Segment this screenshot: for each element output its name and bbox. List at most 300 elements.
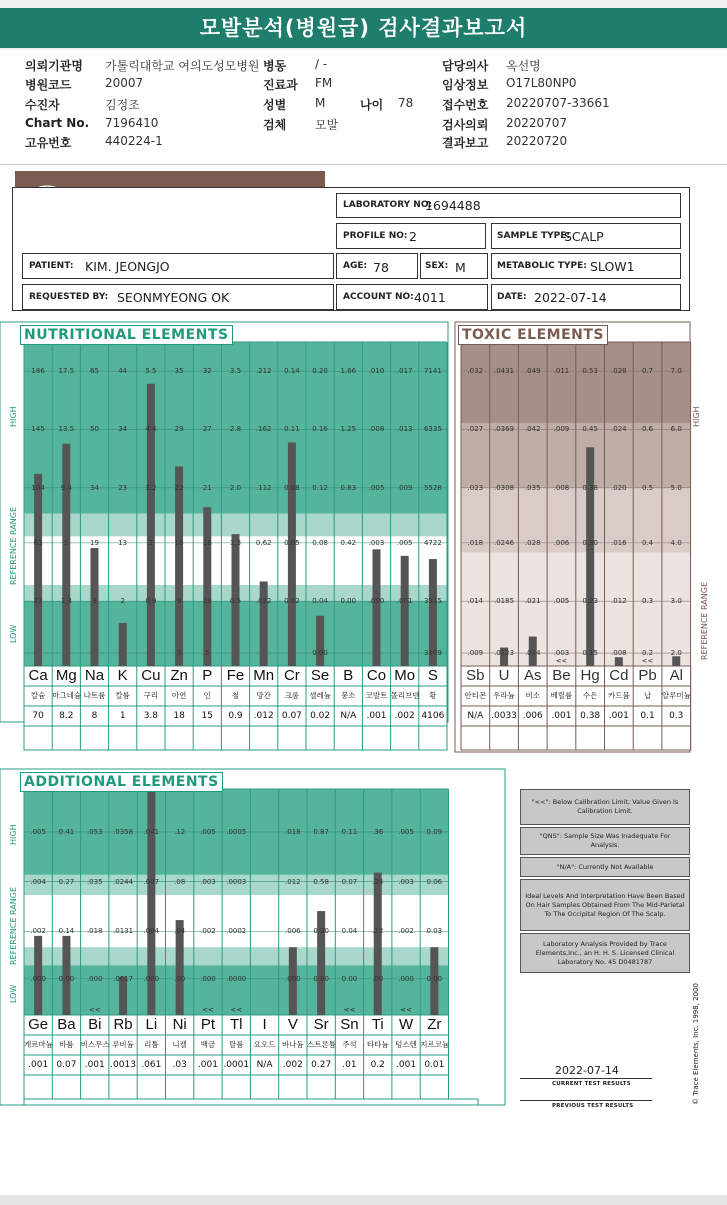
nutritional-axis-high: HIGH [9,406,18,427]
nutritional-korean-name: 코발트 [365,691,388,700]
nutritional-tick-label: 65 [90,367,99,376]
additional-korean-name: 주석 [342,1040,357,1049]
nutritional-symbol-b: B [343,667,354,684]
additional-korean-name: 리튬 [144,1040,159,1049]
toxic-tick-label: .042 [524,425,541,434]
toxic-korean-name: 수은 [582,691,598,700]
toxic-tick-label: .035 [524,483,541,492]
toxic-title: TOXIC ELEMENTS [458,325,608,345]
toxic-tick-label: 0.4 [641,538,654,547]
nutritional-tick-label: 4.4 [145,425,157,434]
nutritional-tick-label: 0.83 [340,483,357,492]
toxic-bar-hg [586,447,594,666]
toxic-tick-label: .005 [553,597,570,606]
nutritional-tick-label: 0.00 [340,597,357,606]
nutritional-korean-name: 몰리브덴 [390,691,420,700]
additional-tick-label: 0.27 [58,877,75,886]
toxic-symbol-be: Be [552,667,571,684]
nutritional-tick-label: 50 [90,425,99,434]
patient-info-section [0,50,727,165]
sex-label: 성별 [263,98,287,112]
sample-type-label: SAMPLE TYPE: [497,231,571,241]
additional-korean-name: 비스무스 [80,1040,110,1049]
nutritional-tick-label: 16 [174,538,184,547]
toxic-result-value: .001 [608,711,629,721]
additional-tick-label: .005 [398,827,414,836]
nutritional-tick-label: .008 [368,425,385,434]
nutritional-tick-label: .017 [396,367,413,376]
lab-age-value: 78 [373,260,389,275]
nutritional-tick-label: 0.00 [312,649,328,658]
additional-symbol-v: V [287,1016,298,1033]
doctor-value: 옥선명 [506,59,541,73]
nutritional-result-value: 15 [201,711,213,721]
nutritional-result-value: 70 [32,711,44,721]
result-date-label: 결과보고 [442,136,489,150]
nutritional-tick-label: 9.4 [60,483,72,492]
additional-bottom-row [24,1099,478,1105]
nutritional-tick-label: .000 [368,597,385,606]
nutritional-tick-label: 1.66 [340,367,357,376]
patient-value: KIM. JEONGJO [85,259,170,274]
toxic-tick-label: 2.0 [670,649,682,658]
account-no-value: 4011 [414,290,446,305]
requested-by-value: SEONMYEONG OK [117,290,230,305]
nutritional-tick-label: 6335 [423,425,442,434]
nutritional-tick-label: 0.05 [284,538,300,547]
nutritional-symbol-mn: Mn [253,667,275,684]
toxic-tick-label: 6.0 [670,425,682,434]
nutritional-korean-name: 인 [203,691,211,700]
toxic-tick-label: 3.0 [670,597,682,606]
additional-tick-label: .002 [398,927,414,936]
request-date-value: 20220707 [506,116,568,130]
additional-tick-label: .000 [30,974,46,983]
nutritional-tick-label: 1.3 [60,597,72,606]
note-calibration: "<<": Below Calibration Limit; Value Given Is Calibration Limit. [520,789,690,825]
page-bottom-strip [0,1195,727,1205]
nutritional-symbol-zn: Zn [170,667,188,684]
additional-tick-label: .12 [372,927,384,936]
nutritional-tick-label: .009 [396,483,413,492]
additional-result-value: .001 [197,1060,218,1070]
nutritional-axis-ref: REFERENCE RANGE [9,507,18,585]
additional-tick-label: .00 [372,974,384,983]
additional-tick-label: 0.07 [341,877,358,886]
toxic-tick-label: .012 [611,597,627,606]
nutritional-korean-name: 붕소 [341,691,356,700]
additional-tick-label: .018 [86,927,103,936]
additional-tick-label: .24 [372,877,384,886]
age-value: 78 [398,96,414,110]
additional-tick-label: .002 [200,927,216,936]
nutritional-tick-label: 2.8 [229,425,242,434]
institution-label: 의뢰기관명 [25,59,83,73]
toxic-symbol-sb: Sb [466,667,485,684]
additional-result-value: 0.27 [311,1060,332,1070]
additional-result-value: .002 [282,1060,303,1070]
additional-symbol-sr: Sr [313,1016,329,1033]
toxic-korean-name: 알루미늄 [661,691,691,700]
nutritional-korean-name: 철 [231,691,240,700]
additional-below-limit-marker: << [400,1006,412,1014]
additional-tick-label: .0244 [113,877,134,886]
additional-result-value: N/A [256,1060,273,1070]
toxic-tick-label: .008 [611,649,627,658]
nutritional-result-value: .002 [394,711,415,721]
nutritional-tick-label: .162 [255,425,272,434]
toxic-tick-label: 5.0 [670,483,682,492]
nutritional-bar-mn [260,581,268,666]
additional-tick-label: .0002 [226,927,247,936]
additional-tick-label: 0.06 [426,877,443,886]
unique-no-label: 고유번호 [25,136,72,150]
additional-korean-name: 게르마늄 [24,1040,53,1049]
nutritional-tick-label: .013 [396,425,413,434]
additional-tick-label: 0.14 [58,927,75,936]
receipt-no-value: 20220707-33661 [506,96,610,110]
toxic-below-limit-marker: << [555,657,568,665]
nutritional-tick-label: 1.3 [229,538,242,547]
additional-symbol-bi: Bi [88,1016,102,1033]
note-ideal-levels: Ideal Levels And Interpretation Have Been Based On Hair Samples Obtained From The Mid-Parietal To The Occipital Region Of The Scalp. [520,879,690,931]
nutritional-tick-label: 4722 [423,538,442,547]
toxic-tick-label: .024 [611,425,627,434]
additional-band-2 [24,895,449,947]
nutritional-tick-label: 2 [148,538,154,547]
toxic-tick-label: .006 [553,538,570,547]
additional-result-value: .0013 [110,1060,136,1070]
nutritional-tick-label: 3.5 [229,367,242,376]
date-value: 2022-07-14 [534,290,607,305]
doctor-label: 담당의사 [442,59,489,73]
note-laboratory: Laboratory Analysis Provided by Trace Elements,Inc., an H. H. S. Licensed Clinical Laboratory No. 45 D0481787 [520,933,690,973]
nutritional-korean-name: 셀레늄 [309,691,331,700]
additional-result-value: .001 [84,1060,105,1070]
additional-tick-label: 0.58 [313,877,329,886]
nutritional-tick-label: 186 [31,367,45,376]
additional-tick-label: .006 [285,927,301,936]
nutritional-tick-label: 0.11 [284,425,300,434]
additional-tick-label: .000 [398,974,414,983]
nutritional-tick-label: .003 [368,538,385,547]
nutritional-korean-name: 아연 [171,691,187,700]
nutritional-tick-label: 13 [118,538,128,547]
additional-symbol-w: W [398,1016,414,1033]
nutritional-tick-label: 10 [202,597,212,606]
additional-result-value: 0.2 [370,1060,385,1070]
additional-axis-high: HIGH [9,824,18,845]
department-value: FM [315,76,333,90]
additional-previous-row-bg [24,1075,449,1099]
toxic-symbol-pb: Pb [638,667,657,684]
nutritional-tick-label: 5.5 [145,367,157,376]
toxic-axis-ref: REFERENCE RANGE [700,582,709,660]
nutritional-tick-label: .212 [255,367,272,376]
additional-korean-name: 스트론튬 [307,1040,336,1049]
nutritional-tick-label: 0.08 [312,538,328,547]
additional-tick-label: .005 [200,827,216,836]
nutritional-tick-label: 2 [120,597,125,606]
profile-no-label: PROFILE NO: [343,231,408,241]
nutritional-symbol-fe: Fe [226,667,245,684]
toxic-tick-label: 4.0 [670,538,682,547]
toxic-tick-label: .016 [611,538,627,547]
nutritional-bar-co [373,549,381,666]
nutritional-symbol-co: Co [366,667,387,684]
additional-result-value: .001 [28,1060,49,1070]
toxic-tick-label: .011 [553,367,570,376]
nutritional-tick-label: .012 [255,597,272,606]
clinical-info-value: O17L80NP0 [506,76,577,90]
toxic-result-value: N/A [467,711,484,721]
toxic-korean-name: 카드뮴 [607,691,630,700]
nutritional-tick-label: 19 [90,538,99,547]
nutritional-tick-label: 104 [31,483,45,492]
additional-symbol-li: Li [145,1016,158,1033]
toxic-tick-label: .0369 [494,425,515,434]
toxic-result-value: .001 [551,711,572,721]
nutritional-band-1 [24,514,447,537]
date-label: DATE: [497,292,527,302]
toxic-symbol-cd: Cd [609,667,629,684]
nutritional-result-value: 0.07 [281,711,302,721]
nutritional-tick-label: 0.5 [229,597,242,606]
nutritional-bar-ca [34,474,42,666]
nutritional-tick-label: .005 [396,538,413,547]
additional-band-3 [24,947,449,965]
toxic-tick-label: .014 [524,649,541,658]
additional-korean-name: 백금 [200,1040,216,1049]
nutritional-tick-label: .112 [255,483,272,492]
additional-tick-label: .002 [30,927,46,936]
nutritional-tick-label: 0.62 [255,538,272,547]
additional-symbol-ge: Ge [28,1016,49,1033]
nutritional-korean-name: 구리 [143,691,159,700]
additional-korean-name: 루비듐 [112,1040,134,1049]
nutritional-title: NUTRITIONAL ELEMENTS [20,325,233,345]
metabolic-type-label: METABOLIC TYPE: [497,261,587,271]
additional-tick-label: .000 [285,974,301,983]
nutritional-tick-label: 3915 [423,597,442,606]
additional-symbol-i: I [262,1016,267,1033]
ward-value: / - [315,57,328,71]
toxic-tick-label: .008 [553,483,570,492]
nutritional-symbol-na: Na [84,667,105,684]
nutritional-symbol-s: S [427,667,438,684]
nutritional-bar-p [203,507,211,666]
toxic-tick-label: 0.3 [641,597,654,606]
additional-tick-label: .0003 [226,877,247,886]
toxic-tick-label: .0246 [494,538,515,547]
nutritional-symbol-k: K [117,667,128,684]
toxic-tick-label: .027 [467,425,484,434]
toxic-symbol-u: U [498,667,510,684]
nutritional-tick-label: 22 [174,483,184,492]
nutritional-bar-se [316,616,324,666]
additional-tick-label: 0.04 [341,927,358,936]
additional-tick-label: .003 [398,877,414,886]
additional-tick-label: 0.09 [426,827,443,836]
nutritional-tick-label: 0.02 [284,597,300,606]
nutritional-tick-label: 34 [118,425,128,434]
current-test-label: CURRENT TEST RESULTS [552,1081,631,1087]
nutritional-result-value: N/A [340,711,357,721]
toxic-tick-label: 0.6 [641,425,654,434]
nutritional-symbol-cr: Cr [283,667,300,684]
additional-tick-label: .041 [143,827,160,836]
nutritional-tick-label: 13.5 [58,425,75,434]
additional-korean-name: 텅스텐 [395,1040,417,1049]
additional-tick-label: .0005 [226,827,247,836]
patient-name-label: 수진자 [25,98,60,112]
additional-tick-label: .000 [143,974,160,983]
nutritional-korean-name: 황 [429,691,437,700]
toxic-symbol-hg: Hg [580,667,600,684]
current-divider [520,1078,652,1079]
additional-symbol-ni: Ni [172,1016,187,1033]
nutritional-tick-label: .001 [396,597,413,606]
nutritional-result-value: 8 [91,711,98,721]
additional-tick-label: 0.41 [58,827,75,836]
additional-below-limit-marker: << [88,1006,101,1014]
additional-tick-label: .000 [200,974,216,983]
patient-name-value: 김정조 [105,98,140,112]
additional-tick-label: 0.00 [58,974,75,983]
additional-axis-low: LOW [9,984,18,1003]
additional-tick-label: .012 [285,877,301,886]
previous-divider [520,1100,652,1101]
additional-tick-label: .08 [174,877,186,886]
additional-symbol-ba: Ba [57,1016,76,1033]
additional-result-value: .0001 [223,1060,250,1070]
nutritional-tick-label: 22 [33,597,43,606]
unique-no-value: 440224-1 [105,134,163,148]
toxic-tick-label: .028 [524,538,541,547]
additional-tick-label: .018 [285,827,301,836]
toxic-result-value: .0033 [491,711,517,721]
toxic-result-value: 0.38 [580,711,601,721]
nutritional-tick-label: 0.08 [284,483,300,492]
nutritional-tick-label: 0.20 [312,367,328,376]
nutritional-result-value: 3.8 [143,711,159,721]
toxic-tick-label: 0.2 [641,649,654,658]
additional-tick-label: .000 [86,974,103,983]
nutritional-tick-label: 21 [202,483,212,492]
age-label: 나이 [360,98,384,112]
hospital-code-value: 20007 [105,76,144,90]
nutritional-bar-mo [401,556,409,666]
toxic-korean-name: 안티몬 [464,691,487,700]
nutritional-tick-label: 27 [202,425,212,434]
chart-no-value: 7196410 [105,116,159,130]
additional-tick-label: .12 [174,827,186,836]
toxic-result-value: .006 [522,711,543,721]
toxic-tick-label: .0185 [494,597,515,606]
additional-korean-name: 탈륨 [228,1040,244,1049]
nutritional-tick-label: 9 [176,597,182,606]
additional-korean-name: 지르코늄 [420,1040,450,1049]
additional-tick-label: .0358 [113,827,134,836]
additional-symbol-zr: Zr [427,1016,442,1033]
additional-tick-label: .004 [143,927,160,936]
nutritional-tick-label: .010 [368,367,385,376]
lab-age-label: AGE: [343,261,368,271]
nutritional-tick-label: 32 [202,367,212,376]
additional-symbol-rb: Rb [113,1016,133,1033]
additional-tick-label: 0.11 [341,827,358,836]
toxic-korean-name: 비소 [525,691,540,700]
note-na: "N/A": Currently Not Available [520,857,690,877]
additional-tick-label: .04 [174,927,186,936]
nutritional-korean-name: 칼슘 [30,691,46,700]
additional-korean-name: 타타늄 [366,1040,389,1049]
nutritional-tick-label: 23 [118,483,128,492]
account-no-label: ACCOUNT NO: [343,292,414,302]
toxic-tick-label: .009 [467,649,484,658]
nutritional-tick-label: 0.12 [312,483,328,492]
nutritional-tick-label: 35 [174,367,184,376]
nutritional-result-value: 0.9 [228,711,243,721]
additional-below-limit-marker: << [230,1006,243,1014]
current-test-date: 2022-07-14 [555,1064,619,1077]
nutritional-tick-label: 145 [31,425,45,434]
nutritional-korean-name: 마그네슘 [52,691,82,700]
patient-label: PATIENT: [29,261,74,271]
nutritional-symbol-se: Se [310,667,330,684]
additional-result-value: .061 [141,1060,162,1070]
nutritional-result-value: .001 [366,711,387,721]
additional-tick-label: .004 [30,877,46,886]
additional-tick-label: .00 [174,974,186,983]
toxic-tick-label: 0.53 [582,367,598,376]
additional-korean-name: 바나듐 [281,1040,304,1049]
additional-title: ADDITIONAL ELEMENTS [20,772,223,792]
toxic-tick-label: .0308 [494,483,515,492]
additional-tick-label: .005 [30,827,46,836]
toxic-tick-label: .023 [467,483,484,492]
toxic-tick-label: 0.30 [582,538,598,547]
clinical-info-label: 임상정보 [442,78,489,92]
nutritional-tick-label: 3109 [423,649,442,658]
nutritional-bar-na [91,548,99,666]
additional-tick-label: .007 [143,877,160,886]
specimen-value: 모발 [315,118,339,132]
additional-tick-label: 0.03 [426,927,443,936]
nutritional-tick-label: 3.2 [145,483,157,492]
toxic-tick-label: .020 [611,483,627,492]
department-label: 진료과 [263,78,298,92]
nutritional-tick-label: 29 [174,425,184,434]
nutritional-tick-label: 0.42 [340,538,357,547]
nutritional-symbol-ca: Ca [28,667,48,684]
request-date-label: 검사의뢰 [442,118,489,132]
nutritional-tick-label: 0.16 [312,425,328,434]
laboratory-no-value: 1694488 [425,198,481,213]
additional-result-value: 0.07 [56,1060,77,1070]
additional-symbol-ti: Ti [371,1016,384,1033]
note-qns: "QNS": Sample Size Was Inadequate For Analysis. [520,827,690,855]
additional-result-value: .01 [342,1060,357,1070]
nutritional-tick-label: 17.5 [58,367,75,376]
nutritional-tick-label: 34 [90,483,99,492]
nutritional-axis-low: LOW [9,624,18,643]
nutritional-bar-mg [62,444,70,666]
laboratory-no-label: LABORATORY NO: [343,200,433,210]
report-title: 모발분석(병원급) 검사결과보고서 [0,8,727,48]
nutritional-tick-label: 0.04 [312,597,328,606]
toxic-tick-label: .032 [467,367,484,376]
